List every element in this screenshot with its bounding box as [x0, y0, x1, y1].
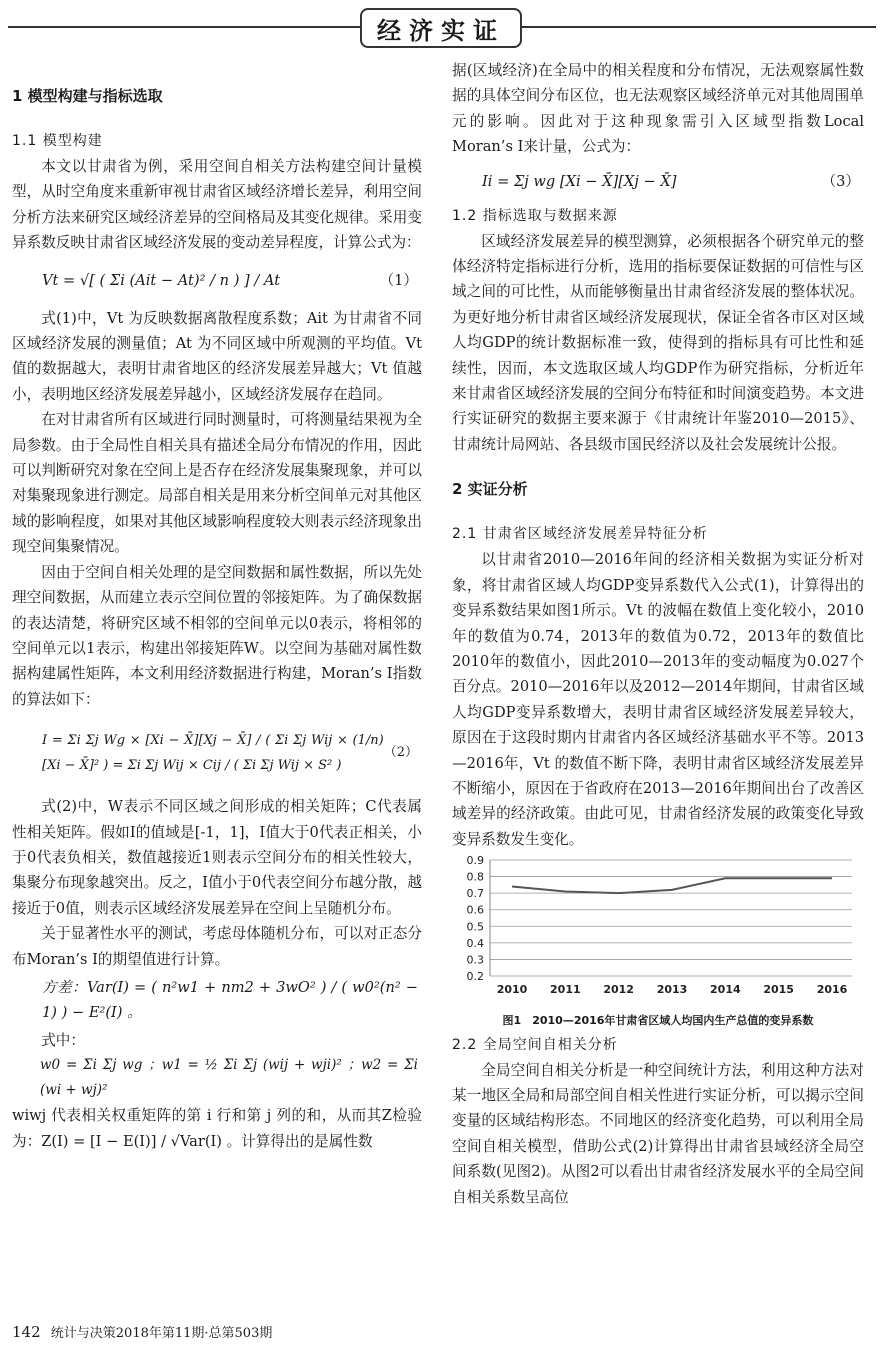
paragraph: 关于显著性水平的测试，考虑母体随机分布，可以对正态分布Moran’s I的期望值进行计算。 — [12, 925, 422, 968]
x-tick-label: 2015 — [763, 983, 794, 997]
y-tick-label: 0.2 — [466, 970, 484, 984]
x-tick-label: 2010 — [496, 983, 528, 997]
subsection-heading-2-2: 2.2 全局空间自相关分析 — [452, 1036, 618, 1053]
header-rule-left — [8, 26, 360, 28]
subsection-heading-1-1: 1.1 模型构建 — [12, 133, 103, 149]
x-tick-label: 2016 — [816, 983, 848, 997]
section-header: 经济实证 — [360, 8, 522, 48]
formula-variance-expr: 方差：Var(I) = ( n²w1 + nm2 + 3wO² ) / ( w0²(n² − 1) ) − E²(I) 。 — [42, 978, 418, 1021]
formula-2-number: （2） — [383, 745, 418, 761]
paragraph: 全局空间自相关分析是一种空间统计方法，利用这种方法对某一地区全局和局部空间自相关性进行实证分析，可以揭示空间变量的区域结构形态。不同地区的经济变化趋势，可以利用全局空间自相关模型，借助公式(2)计算得出甘肃省县域经济全局空间系数(见图2)。从图2可以看出甘肃省经济发展水平的全局空间自相关系数呈高位 — [452, 1061, 864, 1206]
journal-info: 统计与决策2018年第11期·总第503期 — [50, 1326, 273, 1341]
subsection-heading-1-2: 1.2 指标选取与数据来源 — [452, 207, 618, 224]
paragraph: 区域经济发展差异的模型测算，必须根据各个研究单元的整体经济特定指标进行分析，选用的指标要保证数据的可信性与区域之间的可比性，从而能够衡量出甘肃省经济发展的整体状况。为更好地分析甘肃省区域经济发展现状，保证全省各市区对区域人均GDP的统计数据标准一致，使得到的指标具有可比性和延续性，因而，本文选取区域人均GDP作为研究指标，分析近年来甘肃省区域经济发展的空间分布特征和时间演变趋势。本文进行实证研究的数据主要来源于《甘肃统计年鉴2010—2015》、甘肃统计局网站、各县级市国民经济以及社会发展统计公报。 — [452, 232, 864, 453]
formula-1 — [12, 256, 422, 306]
section-heading-1: 1 模型构建与指标选取 — [12, 87, 163, 105]
formula-1-expr: Vt = √[ ( Σi (Ait − At)² / n ) ] / At — [42, 271, 281, 289]
paragraph: wiwj 代表相关权重矩阵的第 i 行和第 j 列的和，从而其Z检验为：Z(I) = [I − E(I)] / √Var(I) 。计算得出的是属性数 — [12, 1107, 422, 1150]
formula-weights — [12, 1053, 422, 1103]
paragraph: 在对甘肃省所有区域进行同时测量时，可将测量结果视为全局参数。由于全局性自相关具有描述全局分布情况的作用，因此可以判断研究对象在空间上是否存在经济发展集聚现象，并可以对集聚现象进行测定。局部自相关是用来分析空间单元对其他区域的影响程度，如果对其他区域影响程度较大则表示经济现象出现空间集聚情况。 — [12, 411, 422, 556]
formula-2-expr: I = Σi Σj Wg × [Xi − X̄][Xj − X̄] / ( Σi Σj Wij × (1/n)[Xi − X̄]² ) = Σi Σj Wij × Cij / ( Σi Σj Wij × S² ) — [42, 732, 384, 774]
y-tick-label: 0.5 — [466, 920, 484, 934]
series-line — [512, 878, 832, 893]
paragraph: 据(区域经济)在全局中的相关程度和分布情况，无法观察属性数据的具体空间分布区位，也无法观察区域经济单元对其他周围单元的影响。因此对于这种现象需引入区域型指数Local Moran’s I来计量，公式为： — [452, 62, 864, 156]
header-rule-right — [518, 26, 876, 28]
page-footer — [12, 1322, 272, 1341]
formula-3-expr: Ii = Σj wg [Xi − X̄][Xj − X̄] — [482, 172, 677, 190]
x-tick-label: 2011 — [550, 983, 581, 997]
subsection-heading-2-1: 2.1 甘肃省区域经济发展差异特征分析 — [452, 526, 708, 543]
paragraph: 以甘肃省2010—2016年间的经济相关数据为实证分析对象，将甘肃省区域人均GDP变异系数代入公式(1)，计算得出的变异系数结果如图1所示。Vt 的波幅在数值上变化较小，2010年的数值为0.74，2013年的数值为0.72，2013年的数值比2010年的数值小，因此2010—2013年的变动幅度为0.027个百分点。2010—2016年以及2012—2014年期间，甘肃省区域人均GDP变异系数增大，表明甘肃省区域经济发展差异较大，原因在于这段时期内甘肃省内各区域经济基础水平不等。2013—2016年，Vt 的数值不断下降，表明甘肃省区域经济发展差异不断缩小，原因在于省政府在2013—2016年期间出台了改善区域差异的经济政策。由此可见，甘肃省经济发展的政策变化导致变异系数发生变化。 — [452, 551, 864, 848]
formula-1-number: （1） — [379, 271, 418, 289]
paragraph: 因由于空间自相关处理的是空间数据和属性数据，所以先处理空间数据，从而建立表示空间位置的邻接矩阵。为了确保数据的表达清楚，将研究区域不相邻的空间单元以0表示，将相邻的空间单元以1表示，构建出邻接矩阵W。以空间为基础对属性数据构建属性矩阵，本文利用经济数据进行构建，Moran’s I指数的算法如下： — [12, 563, 422, 708]
paragraph: 本文以甘肃省为例，采用空间自相关方法构建空间计量模型，从时空角度来重新审视甘肃省区域经济增长差异，利用空间分析方法来研究区域经济差异的空间格局及其变化规律。采用变异系数反映甘肃省区域经济发展的变动差异程度，计算公式为： — [12, 158, 422, 252]
y-tick-label: 0.9 — [466, 854, 484, 868]
figure-1-caption: 图1 2010—2016年甘肃省区域人均国内生产总值的变异系数 — [502, 1013, 814, 1027]
y-tick-label: 0.4 — [466, 937, 484, 951]
paragraph: 式(1)中，Vt 为反映数据离散程度系数；Ait 为甘肃省不同区域经济发展的测量值；At 为不同区域中所观测的平均值。Vt 值的数据越大，表明甘肃省地区的经济发展差异越大；Vt 值越小，表明地区经济发展差异越小，区域经济发展存在趋同。 — [12, 309, 422, 403]
y-tick-label: 0.7 — [466, 887, 484, 901]
left-column — [12, 58, 422, 1154]
formula-lead-text: 式中： — [41, 1031, 85, 1049]
y-tick-label: 0.8 — [466, 870, 484, 884]
formula-weights-expr: w0 = Σi Σj wg ；w1 = ½ Σi Σj (wij + wji)² ；w2 = Σi (wi + wj)² — [40, 1056, 418, 1099]
formula-3-number: （3） — [821, 172, 860, 190]
x-tick-label: 2014 — [710, 983, 741, 997]
formula-2 — [12, 712, 422, 794]
page-number: 142 — [12, 1323, 41, 1341]
formula-variance — [12, 972, 422, 1028]
section-heading-2: 2 实证分析 — [452, 480, 528, 499]
figure-1-chart — [452, 852, 864, 1002]
x-tick-label: 2013 — [656, 983, 688, 997]
y-tick-label: 0.3 — [466, 953, 484, 967]
paragraph: 式(2)中，W表示不同区域之间形成的相关矩阵；C代表属性相关矩阵。假如I的值域是[-1，1]，I值大于0代表正相关，小于0代表负相关，数值越接近1则表示空间分布的相关性较大，集聚分布现象越突出。反之，I值小于0代表空间分布越分散，越接近于0值，则表示区域经济发展差异在空间上呈随机分布。 — [12, 798, 422, 917]
x-tick-label: 2012 — [603, 983, 634, 997]
formula-3 — [452, 160, 864, 204]
y-tick-label: 0.6 — [466, 903, 484, 917]
right-column — [452, 58, 864, 1210]
